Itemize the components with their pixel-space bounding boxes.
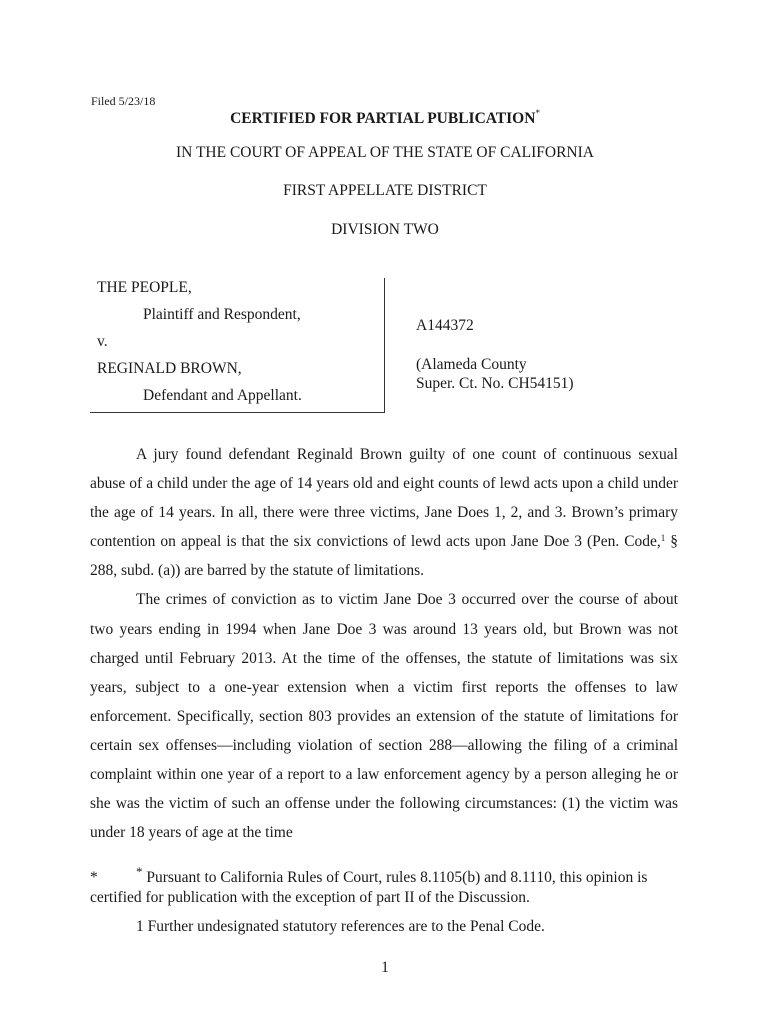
- footnote-star-sup: *: [136, 864, 143, 879]
- court-name: IN THE COURT OF APPEAL OF THE STATE OF CALIFORNIA: [176, 144, 594, 161]
- footnote-star: [90, 862, 680, 908]
- publication-heading: [0, 110, 770, 128]
- publication-footnote-marker: *: [535, 108, 540, 118]
- paragraph-1-text: A jury found defendant Reginald Brown guilty of one count of continuous sexual abuse of a child under the age of 14 years old and eight counts of lewd acts upon a child under the age of 14 years. In all, there were three victims, Jane Does 1, 2, and 3. Brown’s primary contention on appeal is that the six convictions of lewd acts upon Jane Doe 3 (Pen. Code,: [90, 446, 678, 551]
- versus: v.: [97, 333, 108, 350]
- case-number: A144372: [416, 317, 474, 334]
- defendant-name: REGINALD BROWN,: [97, 360, 242, 377]
- footnote-star-marker: *: [90, 869, 98, 887]
- footnote-1: 1 Further undesignated statutory references are to the Penal Code.: [136, 918, 545, 936]
- opinion-body: [90, 440, 678, 847]
- page-number: 1: [381, 959, 389, 976]
- publication-heading-text: CERTIFIED FOR PARTIAL PUBLICATION: [230, 110, 536, 127]
- paragraph-2: The crimes of conviction as to victim Jane Doe 3 occurred over the course of about two years ending in 1994 when Jane Doe 3 was around 13 years old, but Brown was not charged until February 2013. At the time of the offenses, the statute of limitations was six years, subject to a one-year extension when a victim first reports the offenses to law enforcement. Specifically, section 803 provides an extension of the statute of limitations for certain sex offenses—including violation of section 288—allowing the filing of a criminal complaint within one year of a report to a law enforcement agency by a person alleging he or she was the victim of such an offense under the following circumstances: (1) the victim was under 18 years of age at the time: [90, 591, 678, 842]
- footnote-1-ref: 1: [660, 533, 666, 544]
- trial-county: (Alameda County: [416, 356, 527, 373]
- plaintiff-role: Plaintiff and Respondent,: [143, 306, 301, 323]
- footnote-star-text: Pursuant to California Rules of Court, rules 8.1105(b) and 8.1110, this opinion is certified for publication with the exception of part II of the Discussion.: [90, 869, 648, 907]
- caption-vertical-rule: [384, 278, 385, 413]
- paragraph-1: [90, 440, 678, 585]
- filed-date: Filed 5/23/18: [91, 94, 156, 108]
- paragraph-1-text-end: § 288, subd. (a)) are barred by the statute of limitations.: [90, 533, 678, 580]
- superior-court-number: Super. Ct. No. CH54151): [416, 375, 574, 392]
- division-name: DIVISION TWO: [331, 221, 439, 238]
- caption-horizontal-rule: [90, 412, 385, 413]
- appellate-district: FIRST APPELLATE DISTRICT: [283, 182, 487, 199]
- footnotes: [90, 862, 680, 937]
- defendant-role: Defendant and Appellant.: [143, 387, 302, 404]
- plaintiff-name: THE PEOPLE,: [97, 279, 192, 296]
